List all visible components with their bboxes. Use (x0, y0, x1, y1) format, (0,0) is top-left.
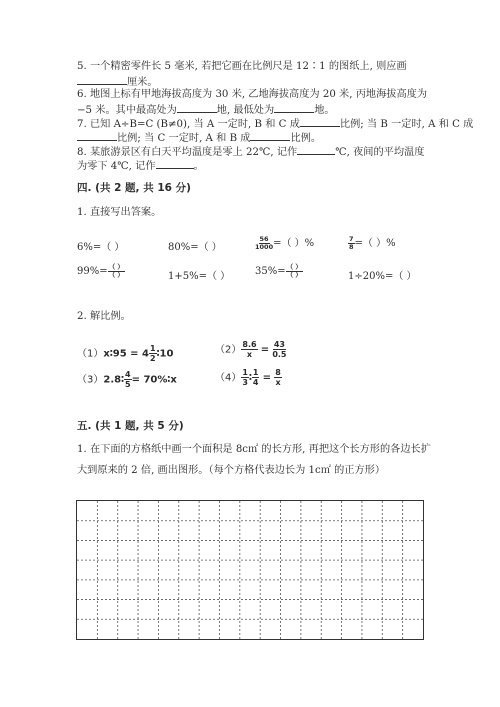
section5-heading: 五. (共 1 题, 共 5 分) (77, 420, 184, 432)
calc-80-percent: 80%=（ ） (168, 242, 222, 253)
fraction-8-6-x: $\frac{8.6}{x}$ (242, 340, 257, 359)
q8-line2 (77, 158, 204, 173)
q8-text-b: ℃, 夜间的平均温度 (335, 147, 425, 158)
q7-line2 (77, 130, 321, 145)
fraction-8-x: $\frac{8}{x}$ (275, 368, 281, 387)
q8-text-c: 为零下 4℃, 记作 (77, 161, 156, 172)
q7-blank-2[interactable] (77, 130, 117, 141)
fraction-1-3: $\frac{1}{3}$ (242, 368, 248, 387)
q8-text-d: 。 (193, 161, 204, 172)
section4-heading: 四. (共 2 题, 共 16 分) (77, 182, 191, 194)
calc-7-rest: =（ ）% (354, 238, 396, 249)
fraction-56-1000: $\frac{56}{1000}$ (255, 235, 274, 251)
q6-blank-highest[interactable] (177, 102, 217, 113)
q5-blank[interactable] (77, 74, 127, 85)
q7-line1 (77, 116, 473, 131)
q6-text-a: −5 米。其中最高处为 (77, 105, 177, 116)
fraction-blank-99: $\frac{( )}{( )}$ (108, 263, 124, 279)
q6-text-c: 地。 (314, 105, 335, 116)
calc-56-rest: =（ ）% (273, 238, 315, 249)
calc-99-pre: 99%= (77, 266, 108, 277)
q5-unit: 厘米。 (127, 77, 158, 88)
fraction-43-0-5: $\frac{43}{0.5}$ (272, 340, 287, 359)
section4-q1-title: 1. 直接写出答案。 (77, 207, 162, 218)
calc-35-percent (255, 264, 303, 279)
q7-blank-1[interactable] (300, 116, 340, 127)
proportion-3: （3）2.8∶ $\frac{4}{5}$ = 70%∶x (77, 370, 177, 389)
q8-text-a: 8. 某旅游景区有白天平均温度是零上 22℃, 记作 (77, 147, 298, 158)
section5-q1-line2: 大到原来的 2 倍, 画出图形。（每个方格代表边长为 1c㎡ 的正方形） (77, 465, 386, 476)
calc-35-pre: 35%= (255, 266, 286, 277)
q6-blank-lowest[interactable] (274, 102, 314, 113)
calc-56-over-1000 (255, 234, 314, 251)
q7-text-b: 比例; 当 B 一定时, A 和 C 成 (339, 119, 474, 130)
grid-lines (77, 501, 423, 639)
q6-line2 (77, 102, 335, 117)
q7-text-c: 比例; 当 C 一定时, A 和 B 成 (117, 133, 251, 144)
q8-blank-1[interactable] (297, 144, 335, 155)
fraction-blank-35: $\frac{( )}{( )}$ (286, 263, 302, 279)
calc-1-plus-5-percent: 1+5%=（ ） (168, 271, 231, 282)
fraction-1-2: $\frac{1}{2}$ (149, 344, 156, 363)
proportion-4: （4） $\frac{1}{3}$ ∶ $\frac{1}{4}$ = $\frac{8}{x}$ (215, 368, 281, 387)
square-grid-paper[interactable] (76, 500, 424, 640)
q6-text-b: 地, 最低处为 (216, 105, 275, 116)
proportion-1: （1）x∶95 = 4 $\frac{1}{2}$ ∶10 (77, 344, 174, 363)
q8-blank-2[interactable] (156, 158, 194, 169)
section4-q2-title: 2. 解比例。 (77, 311, 131, 322)
calc-1-div-20-percent: 1÷20%=（ ） (348, 271, 417, 282)
q8-line1 (77, 144, 424, 159)
q6-line1: 6. 地图上标有甲地海拔高度为 30 米, 乙地海拔高度为 20 米, 丙地海拔高度为 (77, 89, 428, 100)
calc-7-over-8 (348, 234, 396, 251)
calc-99-percent (77, 264, 125, 279)
q7-text-a: 7. 已知 A÷B=C (B≠0), 当 A 一定时, B 和 C 成 (77, 119, 300, 130)
q5-line2 (77, 74, 158, 89)
fraction-7-8: $\frac{7}{8}$ (349, 235, 354, 251)
q5-line1: 5. 一个精密零件长 5 毫米, 若把它画在比例尺是 12∶1 的图纸上, 则应画 (77, 61, 407, 72)
fraction-4-5: $\frac{4}{5}$ (125, 370, 131, 389)
q7-text-d: 比例。 (290, 133, 322, 144)
proportion-2: （2） $\frac{8.6}{x}$ = $\frac{43}{0.5}$ (215, 340, 287, 359)
fraction-1-4: $\frac{1}{4}$ (252, 368, 259, 387)
q7-blank-3[interactable] (250, 130, 290, 141)
calc-6-percent: 6%=（ ） (77, 242, 125, 253)
section5-q1-line1: 1. 在下面的方格纸中画一个面积是 8c㎡ 的长方形, 再把这个长方形的各边长扩 (77, 444, 431, 455)
